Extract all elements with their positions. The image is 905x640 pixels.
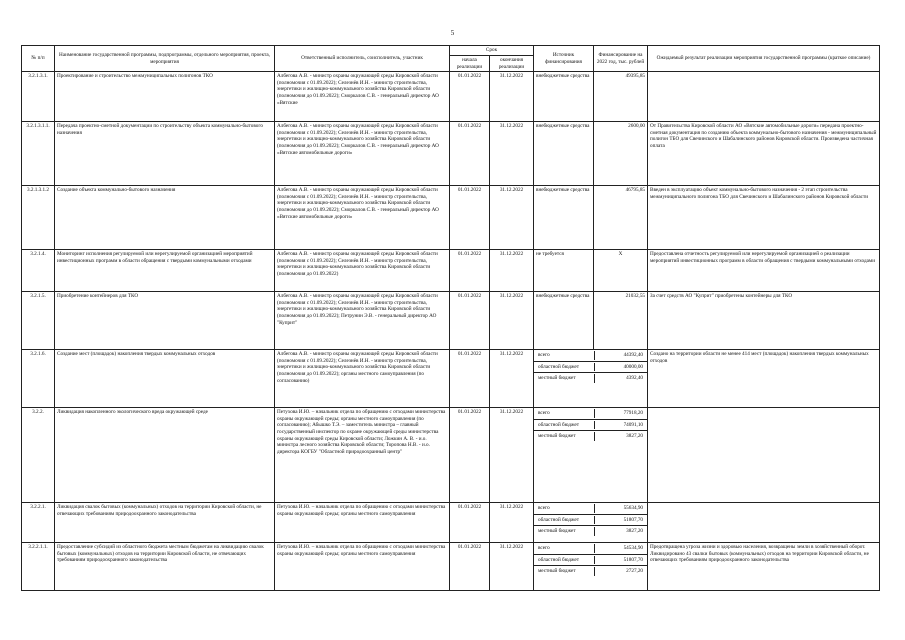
header-term-end: окончания реализации — [490, 56, 534, 72]
row-funding-breakdown — [534, 543, 648, 591]
row-end: 31.12.2022 — [490, 543, 534, 591]
row-start: 01.01.2022 — [450, 250, 490, 292]
funding-amount: 3827,20 — [626, 528, 644, 535]
funding-source: местный бюджет — [536, 527, 595, 536]
row-executor: Албегова А.В. - министр охраны окружающей среды Кировской области (полномочия с 01.09.2022); Селезнёв И.Н. - министр строительства, энергетики и жилищно-коммунального хозяйства Кировской области (полномочия до 01.09.2022) — [275, 250, 450, 292]
row-executor: Албегова А.В. - министр охраны окружающей среды Кировской области (полномочия с 01.09.2022); Селезнёв И.Н. - министр строительства, энергетики и жилищно-коммунального хозяйства Кировской области (полномочия до 01.09.2022); Сморкалов С.В. - генеральный директор АО «Вятские — [275, 72, 450, 122]
funding-amount: 54534,90 — [623, 545, 644, 552]
funding-amount: 55634,90 — [623, 505, 644, 512]
funding-source: местный бюджет — [536, 432, 595, 441]
row-source: внебюджетные средства — [534, 122, 594, 186]
row-name: Ликвидация свалок бытовых (коммунальных) отходов на территории Кировской области, не отвечающих требованиям природоохранного законодательства — [55, 503, 275, 543]
header-executor: Ответственный исполнитель, соисполнитель, участник — [275, 46, 450, 72]
header-result: Ожидаемый результат реализации мероприятия государственной программы (краткое описание) — [648, 46, 880, 72]
table-row — [22, 250, 880, 292]
row-result — [648, 503, 880, 543]
funding-source: областной бюджет — [536, 421, 595, 430]
row-end: 31.12.2022 — [490, 503, 534, 543]
row-num: 3.2.2.1. — [22, 503, 55, 543]
row-name: Предоставление субсидий из областного бюджета местным бюджетам на ликвидацию свалок бытовых (коммунальных) отходов на территории Кировской области, не отвечающих требованиям природоохранного законодательства — [55, 543, 275, 591]
row-funding: 49395,85 — [594, 72, 648, 122]
row-funding-breakdown — [534, 350, 648, 408]
row-name: Приобретение контейнеров для ТКО — [55, 292, 275, 350]
table-row — [22, 408, 880, 503]
row-funding: 46795,85 — [594, 186, 648, 250]
header-term: Срок — [450, 46, 534, 56]
funding-source: всего — [536, 504, 595, 513]
row-name: Создание объекта коммунально-бытового назначения — [55, 186, 275, 250]
funding-line — [534, 526, 647, 537]
row-result: За счет средств АО "Куприт" приобретены контейнеры для ТКО — [648, 292, 880, 350]
row-num: 3.2.1.3.1.2 — [22, 186, 55, 250]
funding-amount: 4392,40 — [626, 375, 644, 382]
funding-line — [534, 566, 647, 577]
funding-source: областной бюджет — [536, 516, 595, 525]
funding-source: всего — [536, 544, 595, 553]
funding-line — [534, 373, 647, 384]
funding-amount: 51807,70 — [623, 556, 644, 563]
funding-line — [534, 555, 647, 567]
table-row — [22, 503, 880, 543]
program-table — [21, 45, 880, 591]
row-num: 3.2.2. — [22, 408, 55, 503]
funding-amount: 74091,10 — [623, 421, 644, 428]
row-end: 31.12.2022 — [490, 250, 534, 292]
table-row — [22, 292, 880, 350]
funding-source: областной бюджет — [536, 363, 595, 372]
row-result — [648, 72, 880, 122]
row-result: Предоставлена отчетность регулируемой или нерегулируемой организацией о реализации мероприятий инвестиционных программ в области обращения с твердыми коммунальными отходами — [648, 250, 880, 292]
row-start: 01.01.2022 — [450, 122, 490, 186]
row-num: 3.2.1.6. — [22, 350, 55, 408]
row-name: Передача проектно-сметной документации по строительству объекта коммунально-бытового назначения — [55, 122, 275, 186]
row-start: 01.01.2022 — [450, 543, 490, 591]
row-executor: Албегова А.В. - министр охраны окружающей среды Кировской области (полномочия с 01.09.2022); Селезнёв И.Н. - министр строительства, энергетики и жилищно-коммунального хозяйства Кировской области (полномочия до 01.09.2022); Сморкалов С.В. - генеральный директор АО «Вятские автомобильные дороги» — [275, 186, 450, 250]
funding-line — [534, 408, 647, 420]
row-result: Предотвращена угроза жизни и здоровью населения, возвращены земли в хозяйственный оборот. Ликвидировано 43 свалки бытовых (коммунальных) отходов на территории Кировской области, не отвечающих требованиям природоохранного законодательства — [648, 543, 880, 591]
header-name: Наименование государственной программы, подпрограммы, отдельного мероприятия, проекта, мероприятия — [55, 46, 275, 72]
page-number: 5 — [450, 29, 455, 37]
row-executor: Петухова И.Ю. – начальник отдела по обращению с отходами министерства охраны окружающей среды; органы местного самоуправления — [275, 543, 450, 591]
row-executor: Петухова И.Ю. – начальник отдела по обращению с отходами министерства охраны окружающей среды; органы местного самоуправления (по согласованию); Абышко Т.Э. – заместитель министра – главный государственный инспектор по охране окружающей среды министерства охраны окружающей среды Кировской области; Ложкин А. В. - и.о. министра лесного хозяйства Кировской области; Торопова Н.В. - и.о. директора КОГБУ "Областной природоохранный центр" — [275, 408, 450, 503]
row-end: 31.12.2022 — [490, 72, 534, 122]
funding-line — [534, 362, 647, 374]
funding-line — [534, 350, 647, 362]
row-num: 3.2.2.1.1. — [22, 543, 55, 591]
row-funding: 21032,55 — [594, 292, 648, 350]
row-start: 01.01.2022 — [450, 503, 490, 543]
funding-line — [534, 543, 647, 555]
row-end: 31.12.2022 — [490, 292, 534, 350]
row-result — [648, 408, 880, 503]
row-funding: X — [594, 250, 648, 292]
row-name: Ликвидация накопленного экологического вреда окружающей среде — [55, 408, 275, 503]
table-row — [22, 186, 880, 250]
row-name: Проектирование и строительство межмуниципальных полигонов ТКО — [55, 72, 275, 122]
funding-amount: 44392,40 — [623, 352, 644, 359]
funding-line — [534, 431, 647, 442]
header-num: № п/п — [22, 46, 55, 72]
table-row — [22, 122, 880, 186]
row-funding: 2600,00 — [594, 122, 648, 186]
row-start: 01.01.2022 — [450, 408, 490, 503]
row-end: 31.12.2022 — [490, 186, 534, 250]
funding-source: областной бюджет — [536, 556, 595, 565]
row-source: не требуется — [534, 250, 594, 292]
row-executor: Албегова А.В. - министр охраны окружающей среды Кировской области (полномочия с 01.09.2022); Селезнёв И.Н. - министр строительства, энергетики и жилищно-коммунального хозяйства Кировской области (полномочия до 01.09.2022); Сморкалов С.В. - генеральный директор АО «Вятские автомобильные дороги» — [275, 122, 450, 186]
row-executor: Албегова А.В. - министр охраны окружающей среды Кировской области (полномочия с 01.09.2022); Селезнёв И.Н. - министр строительства, энергетики и жилищно-коммунального хозяйства Кировской области (полномочия до 01.09.2022); органы местного самоуправления (по согласованию) — [275, 350, 450, 408]
row-funding-breakdown — [534, 408, 648, 503]
header-source: Источник финансирования — [534, 46, 594, 72]
table-body — [22, 72, 880, 591]
funding-amount: 51807,70 — [623, 516, 644, 523]
row-start: 01.01.2022 — [450, 186, 490, 250]
table-row — [22, 72, 880, 122]
header-funding: Финансирование на 2022 год, тыс. рублей — [594, 46, 648, 72]
row-executor: Петухова И.Ю. – начальник отдела по обращению с отходами министерства охраны окружающей среды; органы местного самоуправления — [275, 503, 450, 543]
row-name: Создание мест (площадок) накопления твердых коммунальных отходов — [55, 350, 275, 408]
funding-amount: 40000,00 — [623, 363, 644, 370]
funding-line — [534, 515, 647, 527]
row-start: 01.01.2022 — [450, 292, 490, 350]
row-start: 01.01.2022 — [450, 72, 490, 122]
row-num: 3.2.1.3.1. — [22, 72, 55, 122]
header-term-start: начала реализации — [450, 56, 490, 72]
funding-source: всего — [536, 351, 595, 360]
row-result: От Правительства Кировской области АО «Вятские автомобильные дороги» передана проектно-сметная документация по созданию объекта коммунально-бытового назначения - межмуниципальный полигон ТБО для Свечинского и Шабалинского районов Кировской области. Произведена частичная оплата — [648, 122, 880, 186]
row-result: Введен в эксплуатацию объект коммунально-бытового назначения - 2 этап строительства межмуниципального полигона ТБО для Свечинского и Шабалинского районов Кировской области — [648, 186, 880, 250]
row-num: 3.2.1.4. — [22, 250, 55, 292]
funding-amount: 2727,20 — [626, 568, 644, 575]
funding-amount: 77918,20 — [623, 410, 644, 417]
table-row — [22, 350, 880, 408]
row-name: Мониторинг исполнения регулируемой или нерегулируемой организацией мероприятий инвестиционных программ в области обращения с твердыми коммунальными отходами — [55, 250, 275, 292]
funding-source: всего — [536, 409, 595, 418]
row-end: 31.12.2022 — [490, 122, 534, 186]
funding-line — [534, 420, 647, 432]
row-source: внебюджетные средства — [534, 72, 594, 122]
row-source: внебюджетные средства — [534, 292, 594, 350]
row-result: Создано на территории области не менее 414 мест (площадок) накопления твердых коммунальных отходов — [648, 350, 880, 408]
row-funding-breakdown — [534, 503, 648, 543]
funding-source: местный бюджет — [536, 374, 595, 383]
row-executor: Албегова А.В. - министр охраны окружающей среды Кировской области (полномочия с 01.09.2022); Селезнёв И.Н. - министр строительства, энергетики и жилищно-коммунального хозяйства Кировской области (полномочия до 01.09.2022); Петрунин Э.В. - генеральный директор АО "Куприт" — [275, 292, 450, 350]
row-num: 3.2.1.3.1.1. — [22, 122, 55, 186]
funding-line — [534, 503, 647, 515]
row-end: 31.12.2022 — [490, 408, 534, 503]
table-row — [22, 543, 880, 591]
row-end: 31.12.2022 — [490, 350, 534, 408]
row-start: 01.01.2022 — [450, 350, 490, 408]
row-num: 3.2.1.5. — [22, 292, 55, 350]
row-source: внебюджетные средства — [534, 186, 594, 250]
funding-amount: 3827,20 — [626, 433, 644, 440]
funding-source: местный бюджет — [536, 567, 595, 576]
